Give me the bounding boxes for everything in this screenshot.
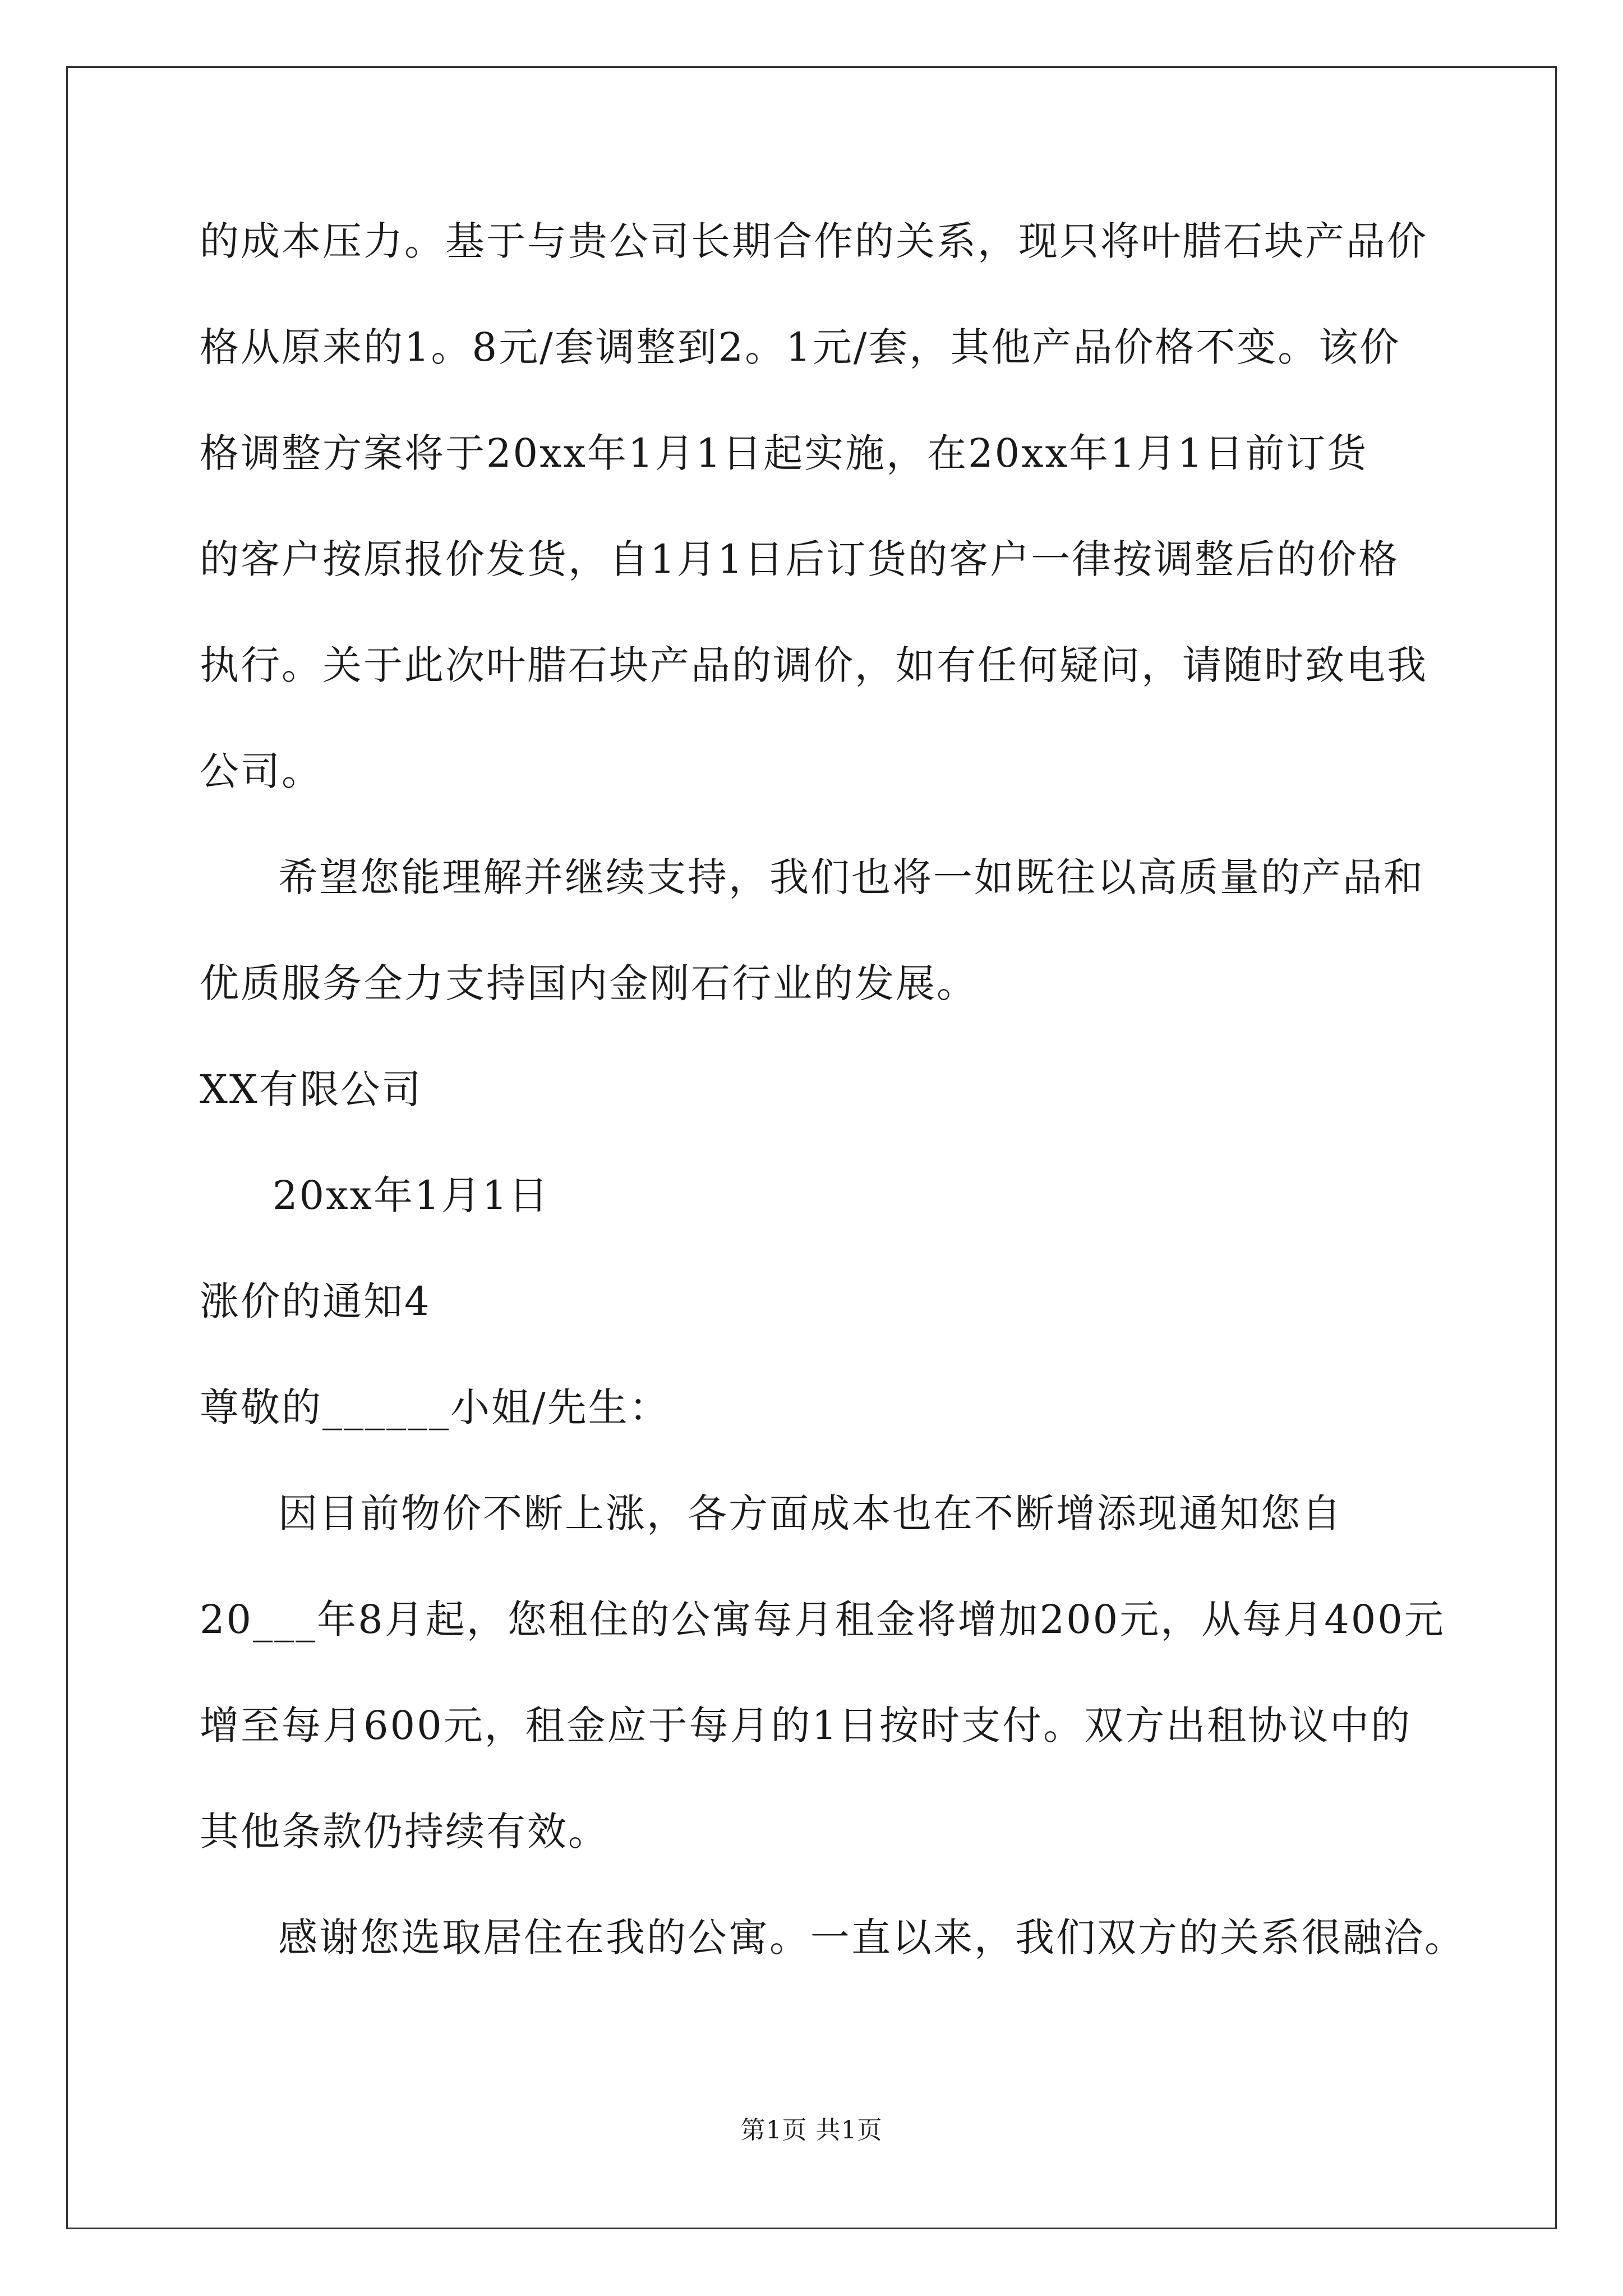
text-line: 的客户按原报价发货，自1月1日后订货的客户一律按调整后的价格 xyxy=(200,536,1400,582)
salutation: 尊敬的______小姐/先生： xyxy=(200,1384,670,1430)
text-line: 20___年8月起，您租住的公寓每月租金将增加200元，从每月400元 xyxy=(200,1596,1445,1642)
document-body xyxy=(200,213,1465,2016)
text-line: 优质服务全力支持国内金刚石行业的发展。 xyxy=(200,960,978,1006)
text-line: 公司。 xyxy=(200,748,322,794)
text-line: 执行。关于此次叶腊石块产品的调价，如有任何疑问，请随时致电我 xyxy=(200,642,1428,688)
paragraph-start-line: 感谢您选取居住在我的公寓。一直以来，我们双方的关系很融洽。 xyxy=(278,1915,1465,1961)
text-line: 格调整方案将于20xx年1月1日起实施，在20xx年1月1日前订货 xyxy=(200,430,1368,476)
signature-date: 20xx年1月1日 xyxy=(273,1172,550,1218)
text-line: 其他条款仍持续有效。 xyxy=(200,1809,609,1855)
paragraph-start-line: 希望您能理解并继续支持，我们也将一如既往以高质量的产品和 xyxy=(278,854,1424,900)
company-signature: XX有限公司 xyxy=(200,1066,423,1112)
text-line: 的成本压力。基于与贵公司长期合作的关系，现只将叶腊石块产品价 xyxy=(200,218,1428,264)
section-title: 涨价的通知4 xyxy=(200,1278,431,1324)
text-line: 增至每月600元，租金应于每月的1日按时支付。双方出租协议中的 xyxy=(200,1703,1412,1749)
text-line: 格从原来的1。8元/套调整到2。1元/套，其他产品价格不变。该价 xyxy=(200,324,1401,370)
page-number-footer: 第1页 共1页 xyxy=(740,2116,883,2145)
paragraph-start-line: 因目前物价不断上涨，各方面成本也在不断增添现通知您自 xyxy=(278,1490,1343,1536)
